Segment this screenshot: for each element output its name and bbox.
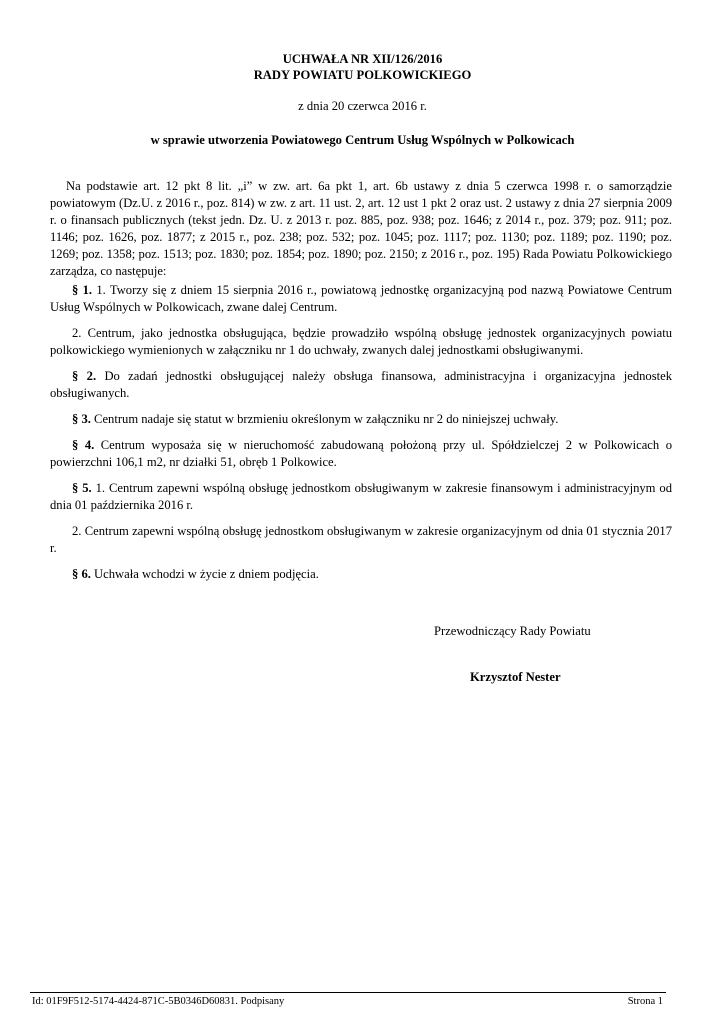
preamble: Na podstawie art. 12 pkt 8 lit. „i” w zw. art. 6a pkt 1, art. 6b ustawy z dnia 5 czerwca 1998 r. o samorządzie powiatowym (Dz.U. z 2016 r., poz. 814) w zw. z art. 11 ust. 2, art. 12 ust 1 pkt 2 oraz ust. 2 ustawy z dnia 27 sierpnia 2009 r. o finansach publicznych (tekst jedn. Dz. U. z 2013 r. poz. 885, poz. 938; poz. 1646; z 2014 r., poz. 379; poz. 911; poz. 1146; poz. 1626, poz. 1877; z 2015 r., poz. 238; poz. 532; poz. 1045; poz. 1117; poz. 1130; poz. 1189; poz. 1190; poz. 1269; poz. 1358; poz. 1513; poz. 1830; poz. 1854; poz. 1890; poz. 2150; z 2016 r., poz. 195) Rada Powiatu Polkowickiego zarządza, co następuje: bbox=[50, 179, 672, 278]
paragraph-text: 2. Centrum, jako jednostka obsługująca, będzie prowadziło wspólną obsługę jednostek organizacyjnych powiatu polkowickiego wymienionych w załączniku nr 1 do uchwały, zwanych dalej jednostkami obsługiwanymi. bbox=[50, 326, 672, 357]
footer-divider bbox=[30, 992, 666, 993]
section-mark: § 6. bbox=[72, 567, 91, 581]
paragraph-text: Uchwała wchodzi w życie z dniem podjęcia. bbox=[90, 567, 319, 581]
section-mark: § 2. bbox=[72, 369, 97, 383]
paragraph-6 bbox=[50, 566, 672, 583]
document-date: z dnia 20 czerwca 2016 r. bbox=[298, 99, 427, 113]
paragraph-3 bbox=[50, 411, 672, 428]
signature-name: Krzysztof Nester bbox=[470, 670, 561, 684]
paragraph-5-point-2 bbox=[50, 523, 672, 557]
paragraph-5-point-1 bbox=[50, 480, 672, 514]
paragraph-text: 2. Centrum zapewni wspólną obsługę jednostkom obsługiwanym w zakresie organizacyjnym od dnia 01 stycznia 2017 r. bbox=[50, 524, 672, 555]
paragraph-1-point-1 bbox=[50, 282, 672, 316]
footer-page-number: Strona 1 bbox=[627, 996, 663, 1007]
section-mark: § 4. bbox=[72, 438, 95, 452]
paragraph-text: 1. Tworzy się z dniem 15 sierpnia 2016 r., powiatową jednostkę organizacyjną pod nazwą Powiatowe Centrum Usług Wspólnych w Polkowicach, zwane dalej Centrum. bbox=[50, 283, 673, 314]
paragraph-text: Do zadań jednostki obsługującej należy obsługa finansowa, administracyjna i organizacyjna jednostek obsługiwanych. bbox=[50, 369, 672, 400]
paragraph-2 bbox=[50, 368, 672, 402]
paragraph-text: Centrum wyposaża się w nieruchomość zabudowaną położoną przy ul. Spółdzielczej 2 w Polkowicach o powierzchni 106,1 m2, nr działki 51, obręb 1 Polkowice. bbox=[50, 438, 672, 469]
paragraph-4 bbox=[50, 437, 672, 471]
document-body bbox=[50, 178, 672, 592]
signature-role: Przewodniczący Rady Powiatu bbox=[434, 624, 591, 638]
paragraph-text: Centrum nadaje się statut w brzmieniu określonym w załączniku nr 2 do niniejszej uchwały. bbox=[90, 412, 559, 426]
section-mark: § 1. bbox=[72, 283, 93, 297]
paragraph-1-point-2 bbox=[50, 325, 672, 359]
document-subject: w sprawie utworzenia Powiatowego Centrum Usług Wspólnych w Polkowicach bbox=[150, 133, 575, 147]
footer-document-id: Id: 01F9F512-5174-4424-871C-5B0346D60831. Podpisany bbox=[32, 996, 285, 1007]
document-title: UCHWAŁA NR XII/126/2016 bbox=[282, 52, 443, 66]
section-mark: § 5. bbox=[72, 481, 92, 495]
section-mark: § 3. bbox=[72, 412, 91, 426]
paragraph-text: 1. Centrum zapewni wspólną obsługę jednostkom obsługiwanym w zakresie finansowym i administracyjnym od dnia 01 października 2016 r. bbox=[50, 481, 673, 512]
document-issuer: RADY POWIATU POLKOWICKIEGO bbox=[253, 68, 472, 82]
